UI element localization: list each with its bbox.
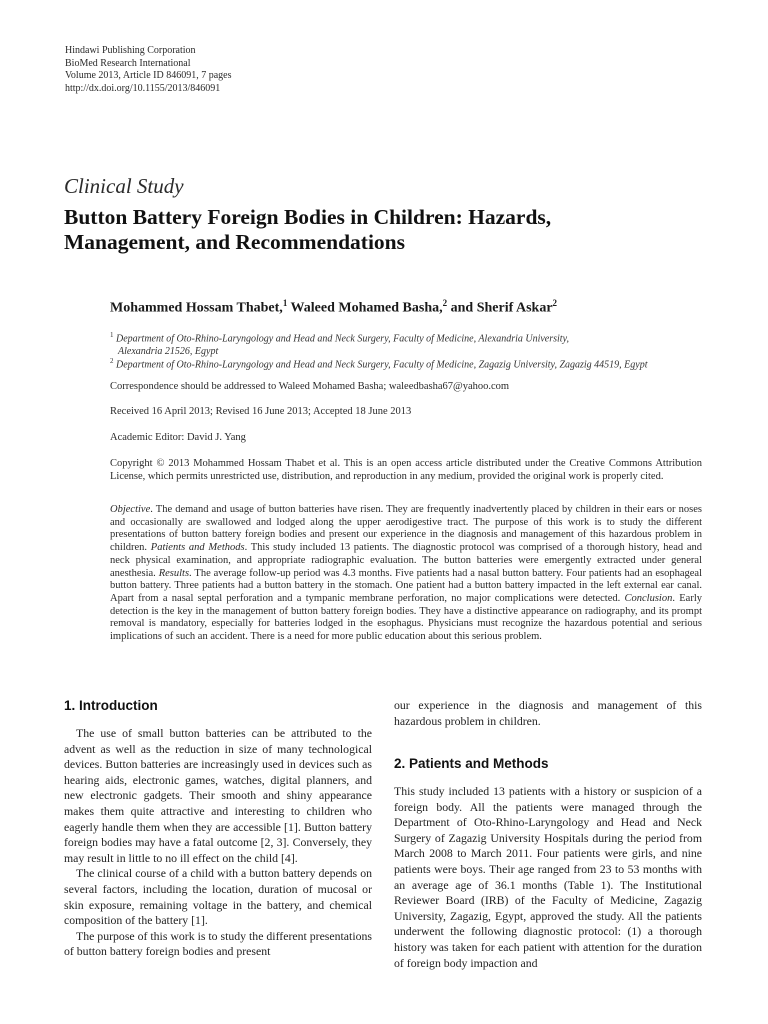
publisher-name: Hindawi Publishing Corporation xyxy=(65,45,196,56)
abstract-methods-label: Patients and Methods xyxy=(150,542,245,554)
author-2-affil: 2 xyxy=(442,298,448,308)
author-2: Waleed Mohamed Basha, xyxy=(287,300,443,316)
section-heading-patients-methods: 2. Patients and Methods xyxy=(394,756,549,771)
affiliation-1-number: 1 xyxy=(110,331,114,339)
title-line-2: Management, and Recommendations xyxy=(64,230,405,254)
intro-paragraph-1: The use of small button batteries can be attributed to the advent as well as the reduction in size of many technological devices. Button batteries are increasingly used in devices such as hearing aids, electronic games, watches, digital planners, and new electronic gadgets. Their smooth and shiny appearance makes them quite attractive and interesting to children who eagerly handle them when they are accessible [1]. Button battery foreign bodies may have a fatal outcome [2, 3]. Conversely, they may result in little to no ill effect on the child [4]. xyxy=(64,726,372,865)
author-list xyxy=(110,298,557,317)
author-3-affil: 2 xyxy=(552,298,558,308)
doi-link[interactable]: http://dx.doi.org/10.1155/2013/846091 xyxy=(65,82,221,94)
title-line-1: Button Battery Foreign Bodies in Children: Hazards, xyxy=(64,205,552,229)
abstract-results-label: Results xyxy=(158,567,190,579)
right-column-continuation: our experience in the diagnosis and management of this hazardous problem in children. xyxy=(394,698,702,728)
author-1: Mohammed Hossam Thabet, xyxy=(110,300,283,316)
affiliation-1 xyxy=(110,329,710,358)
article-dates: Received 16 April 2013; Revised 16 June 2013; Accepted 18 June 2013 xyxy=(110,406,412,417)
author-1-affil: 1 xyxy=(282,298,288,308)
correspondence: Correspondence should be addressed to Waleed Mohamed Basha; waleedbasha67@yahoo.com xyxy=(110,381,510,392)
abstract-objective-label: Objective xyxy=(110,504,151,515)
abstract-conclusion-label: Conclusion xyxy=(624,592,673,604)
abstract-methods: . This study included 13 patients. The diagnostic protocol was comprised of a thorough history, head and neck physical examination, and appropriate radiographic evaluation. The button batteries were emergently extracted under general anesthesia. xyxy=(110,542,703,579)
affiliation-2-number: 2 xyxy=(110,357,114,365)
introduction-body xyxy=(64,726,372,960)
affiliation-1-city: Alexandria 21526, Egypt xyxy=(118,345,219,357)
affiliation-2 xyxy=(110,355,710,372)
affiliation-1-text: Department of Oto-Rhino-Laryngology and Head and Neck Surgery, Faculty of Medicine, Alexandria University, xyxy=(113,333,569,345)
abstract-conclusion: . Early detection is the key in the management of button battery foreign bodies. They have a distinctive appearance on radiography, and its prompt removal is mandatory, especially for batteries lodged in the esophagus. Physicians must recognize the hazardous potential and serious implications of such an accident. There is a need for more public education about this serious problem. xyxy=(110,592,702,643)
article-category: Clinical Study xyxy=(64,174,184,198)
intro-paragraph-3: The purpose of this work is to study the different presentations of button battery foreign bodies and present xyxy=(64,928,372,959)
abstract-objective: . The demand and usage of button batteries have risen. They are frequently inadvertently placed by children in their ears or noses and occasionally are swallowed and lodged along the upper aerodigestive tract. The purpose of this work is to study the different presentations of button battery foreign bodies and present our experience in the diagnosis and management of this hazardous problem in children. xyxy=(110,504,702,554)
article-title xyxy=(64,205,704,255)
affiliation-2-text: Department of Oto-Rhino-Laryngology and Head and Neck Surgery, Faculty of Medicine, Zagazig University, Zagazig 44519, Egypt xyxy=(113,359,648,371)
abstract-results: . The average follow-up period was 4.3 months. Five patients had a nasal button battery. Four patients had an esophageal button battery. Three patients had a button battery in the stomach. One patient had a button battery impacted in the left external ear canal. Apart from a nasal septal perforation and a tympanic membrane perforation, no major complications were detected. xyxy=(110,567,702,604)
journal-header xyxy=(65,45,231,95)
methods-paragraph-1: This study included 13 patients with a history or suspicion of a foreign body. All the patients were managed through the Department of Oto-Rhino-Laryngology and Head and Neck Surgery of Zagazig University Hospitals during the period from March 2008 to March 2011. Four patients were girls, and nine patients were boys. Their age ranged from 23 to 53 months with an average age of 36.1 months (Table 1). The Institutional Reviewer Board (IRB) of the Faculty of Medicine, Zagazig University, Zagazig, Egypt, approved the study. All the patients underwent the following diagnostic protocol: (1) a thorough history was taken for each patient with attention for the duration of foreign body impaction and xyxy=(394,784,702,970)
author-3: and Sherif Askar xyxy=(447,300,553,316)
academic-editor: Academic Editor: David J. Yang xyxy=(110,432,246,443)
volume-info: Volume 2013, Article ID 846091, 7 pages xyxy=(65,70,232,81)
journal-name: BioMed Research International xyxy=(65,57,191,69)
abstract xyxy=(110,504,702,644)
intro-paragraph-2: The clinical course of a child with a button battery depends on several factors, including the location, duration of mucosal or skin exposure, remaining voltage in the battery, and chemical composition of the battery [1]. xyxy=(64,866,372,928)
copyright-notice: Copyright © 2013 Mohammed Hossam Thabet et al. This is an open access article distributed under the Creative Commons Attribution License, which permits unrestricted use, distribution, and reproduction in any medium, provided the original work is properly cited. xyxy=(110,458,702,482)
methods-body xyxy=(394,784,702,971)
section-heading-introduction: 1. Introduction xyxy=(64,698,158,713)
